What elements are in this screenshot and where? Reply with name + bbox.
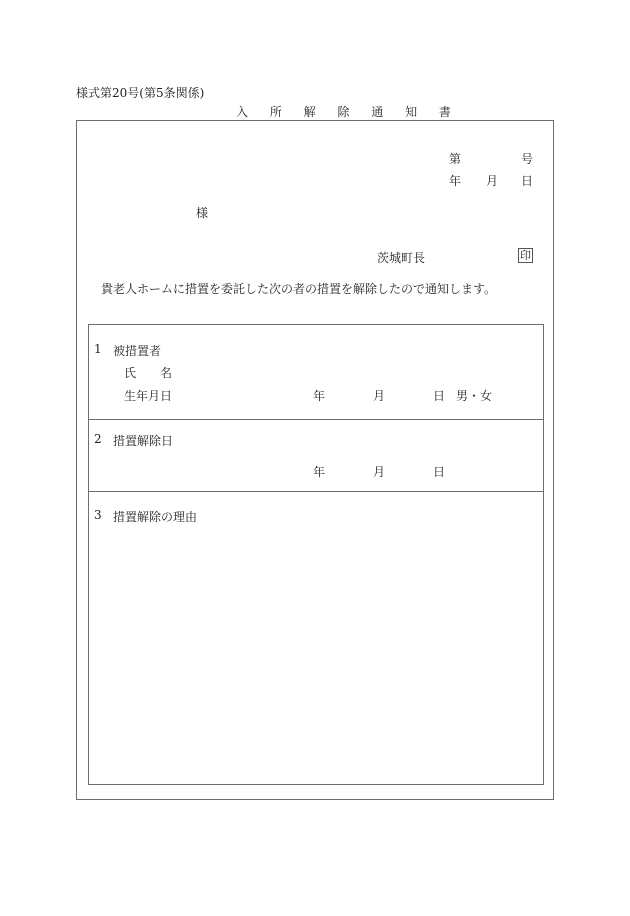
seal-icon: 印	[520, 249, 531, 262]
dob-year-label: 年	[313, 389, 326, 403]
gender-options: 男・女	[456, 389, 493, 403]
release-year-label: 年	[313, 465, 326, 479]
release-month-label: 月	[373, 465, 386, 479]
document-title: 入 所 解 除 通 知 書	[236, 105, 460, 119]
seal-mark	[518, 248, 533, 263]
dob-month-label: 月	[373, 389, 386, 403]
addressee-honorific: 様	[196, 206, 209, 220]
section-1-heading: 被措置者	[113, 344, 162, 358]
issue-day-label: 日	[521, 174, 534, 188]
notice-text: 貴老人ホームに措置を委託した次の者の措置を解除したので通知します。	[101, 282, 497, 296]
issuer-name: 茨城町長	[377, 251, 426, 265]
form-number: 様式第20号(第5条関係)	[76, 86, 205, 100]
issue-month-label: 月	[486, 174, 499, 188]
name-label: 氏 名	[124, 366, 173, 380]
number-suffix: 号	[521, 152, 534, 166]
number-prefix: 第	[449, 152, 462, 166]
dob-day-label: 日	[433, 389, 446, 403]
section-3-number: 3	[94, 508, 102, 522]
dob-label: 生年月日	[124, 389, 173, 403]
section-2-number: 2	[94, 432, 102, 446]
issue-year-label: 年	[449, 174, 462, 188]
section-3-heading: 措置解除の理由	[113, 510, 198, 524]
section-1-number: 1	[94, 342, 102, 356]
section-2-heading: 措置解除日	[113, 434, 174, 448]
section-divider	[89, 419, 543, 420]
release-day-label: 日	[433, 465, 446, 479]
section-divider	[89, 491, 543, 492]
